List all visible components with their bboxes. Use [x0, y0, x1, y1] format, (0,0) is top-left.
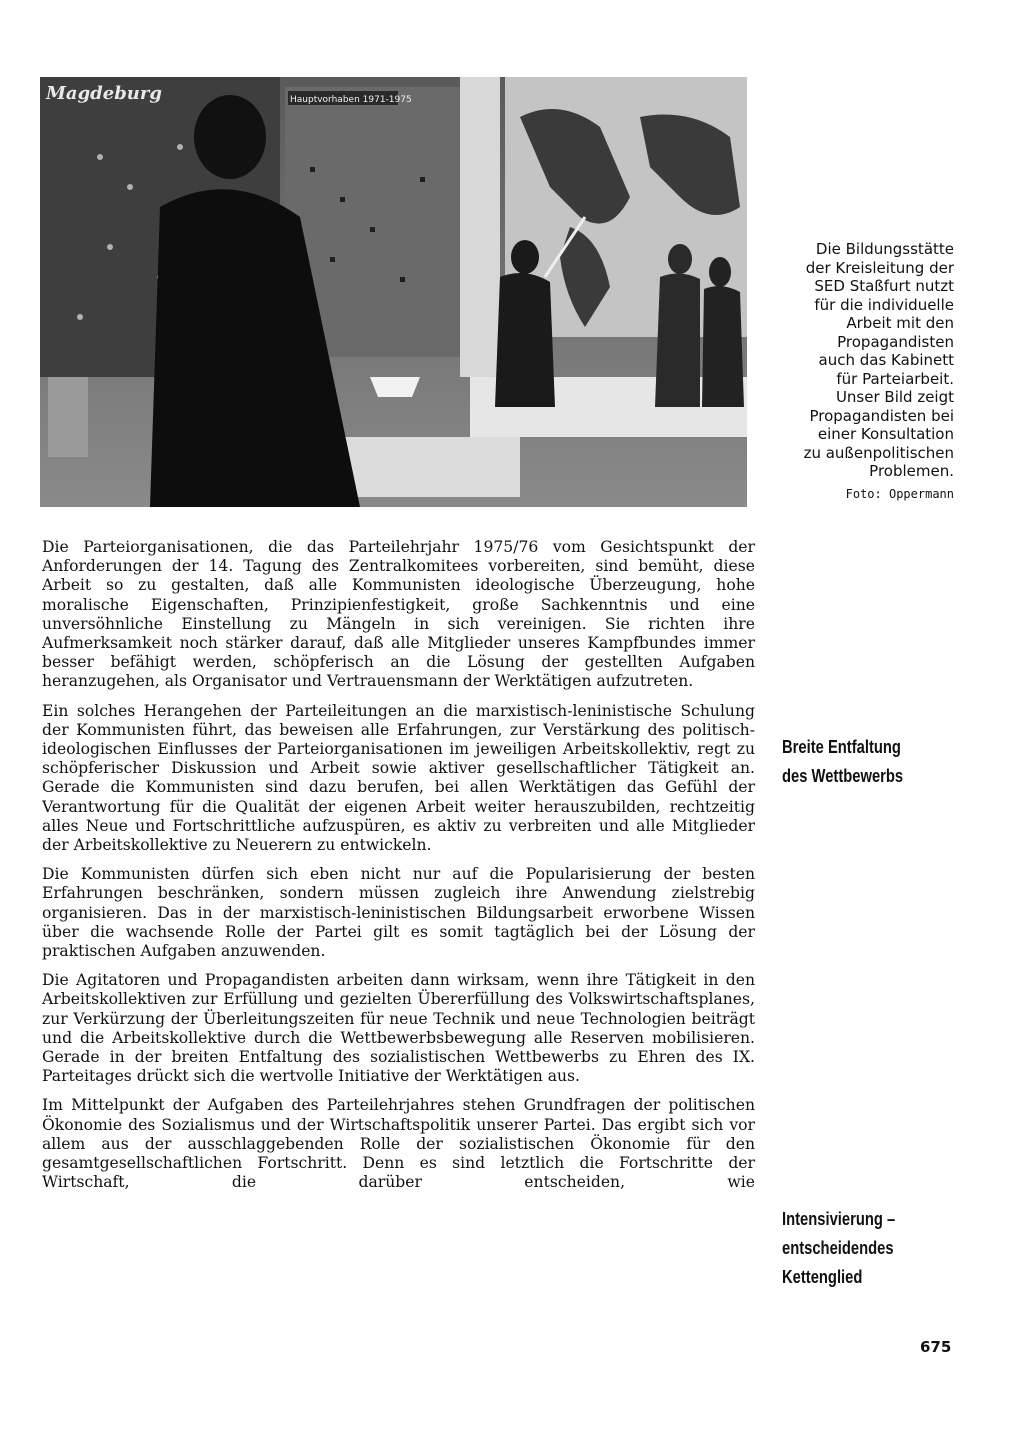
photo-illustration — [40, 77, 747, 507]
paragraph: Die Agitatoren und Propagandisten arbeiten dann wirksam, wenn ihre Tätigkeit in den Arbeitskollektiven zur Erfüllung und gezielten Übererfüllung des Volkswirtschaftsplanes, zur Verkürzung der Überleitungszeiten für neue Technik und neue Technologien beiträgt und die Arbeitskollektive durch die Wettbewerbsbewegung alle Reserven mobilisieren. Gerade in der breiten Entfaltung des sozialistischen Wettbewerbs zu Ehren des IX. Parteitages drückt sich die wertvolle Initiative der Werktätigen aus. — [42, 971, 755, 1086]
caption-line: Unser Bild zeigt — [835, 388, 954, 406]
paragraph: Im Mittelpunkt der Aufgaben des Parteilehrjahres stehen Grundfragen der politischen Ökonomie des Sozialismus und der Wirtschaftspolitik unserer Partei. Das ergibt sich vor allem aus der ausschlaggebenden Rolle der sozialistischen Ökonomie für den gesamtgesellschaftlichen Fortschritt. Denn es sind letztlich die Fortschritte der Wirtschaft, die darüber entscheiden, wie — [42, 1096, 755, 1192]
caption-line: Arbeit mit den — [846, 314, 954, 332]
side-heading-line: Intensivierung – — [782, 1209, 896, 1229]
side-heading-intensivierung — [782, 1205, 930, 1292]
caption-line: Problemen. — [869, 462, 954, 480]
caption-line: einer Konsultation — [817, 425, 954, 443]
caption-line: Propagandisten bei — [809, 406, 954, 425]
caption-line: SED Staßfurt nutzt — [814, 277, 954, 295]
map-label-center: Hauptvorhaben 1971-1975 — [290, 95, 412, 105]
caption-line: zu außenpolitischen — [803, 443, 954, 462]
caption-line: auch das Kabinett — [818, 351, 954, 369]
map-label-left: Magdeburg — [46, 83, 162, 104]
photo-caption — [760, 240, 954, 503]
photo — [40, 77, 747, 507]
paragraph: Die Parteiorganisationen, die das Parteilehrjahr 1975/76 vom Gesichtspunkt der Anforderungen der 14. Tagung des Zentralkomitees vorbereiten, sind bemüht, diese Arbeit so zu gestalten, daß alle Kommunisten ideologische Überzeugung, hohe moralische Eigenschaften, Prinzipienfestigkeit, große Sachkenntnis und eine unversöhnliche Einstellung zu Mängeln in sich vereinigen. Sie richten ihre Aufmerksamkeit noch stärker darauf, daß alle Mitglieder unseres Kampfbundes immer besser befähigt werden, schöpferisch an die Lösung der gestellten Aufgaben heranzugehen, als Organisator und Vertrauensmann der Werktätigen aufzutreten. — [42, 538, 755, 691]
side-heading-wettbewerb — [782, 733, 930, 791]
photo-credit: Foto: Oppermann — [845, 486, 954, 501]
caption-line: Die Bildungsstätte — [815, 240, 954, 258]
caption-line: Propagandisten — [837, 332, 954, 351]
caption-line: der Kreisleitung der — [805, 258, 954, 277]
article-body — [42, 538, 755, 1203]
side-heading-line: des Wettbewerbs — [782, 766, 904, 786]
paragraph: Die Kommunisten dürfen sich eben nicht nur auf die Popularisierung der besten Erfahrungen beschränken, sondern müssen zugleich ihre Anwendung zielstrebig organisieren. Das in der marxistisch-leninistischen Bildungsarbeit erworbene Wissen über die wachsende Rolle der Partei gilt es somit tagtäglich bei der Lösung der praktischen Aufgaben anzuwenden. — [42, 865, 755, 961]
side-heading-line: Breite Entfaltung — [782, 737, 901, 757]
paragraph: Ein solches Herangehen der Parteileitungen an die marxistisch-leninistische Schulung der Kommunisten führt, das beweisen alle Erfahrungen, zur Verstärkung des politisch-ideologischen Einflusses der Parteiorganisationen im jeweiligen Arbeitskollektiv, regt zu schöpferischer Diskussion und Arbeit sowie aktiver gesellschaftlicher Tätigkeit an. Gerade die Kommunisten sind dazu berufen, bei allen Werktätigen das Gefühl der Verantwortung für die Qualität der eigenen Arbeit weiter herauszubilden, rechtzeitig alles Neue und Fortschrittliche aufzuspüren, es aktiv zu verbreiten und alle Mitglieder der Arbeitskollektive zu Neuerern zu entwickeln. — [42, 701, 755, 855]
propagandist-figure — [495, 273, 555, 407]
caption-line: für Parteiarbeit. — [836, 369, 954, 388]
side-heading-line: entscheidendes — [782, 1238, 894, 1258]
page-number: 675 — [920, 1338, 952, 1356]
side-heading-line: Kettenglied — [782, 1267, 863, 1287]
caption-line: für die individuelle — [814, 295, 954, 314]
